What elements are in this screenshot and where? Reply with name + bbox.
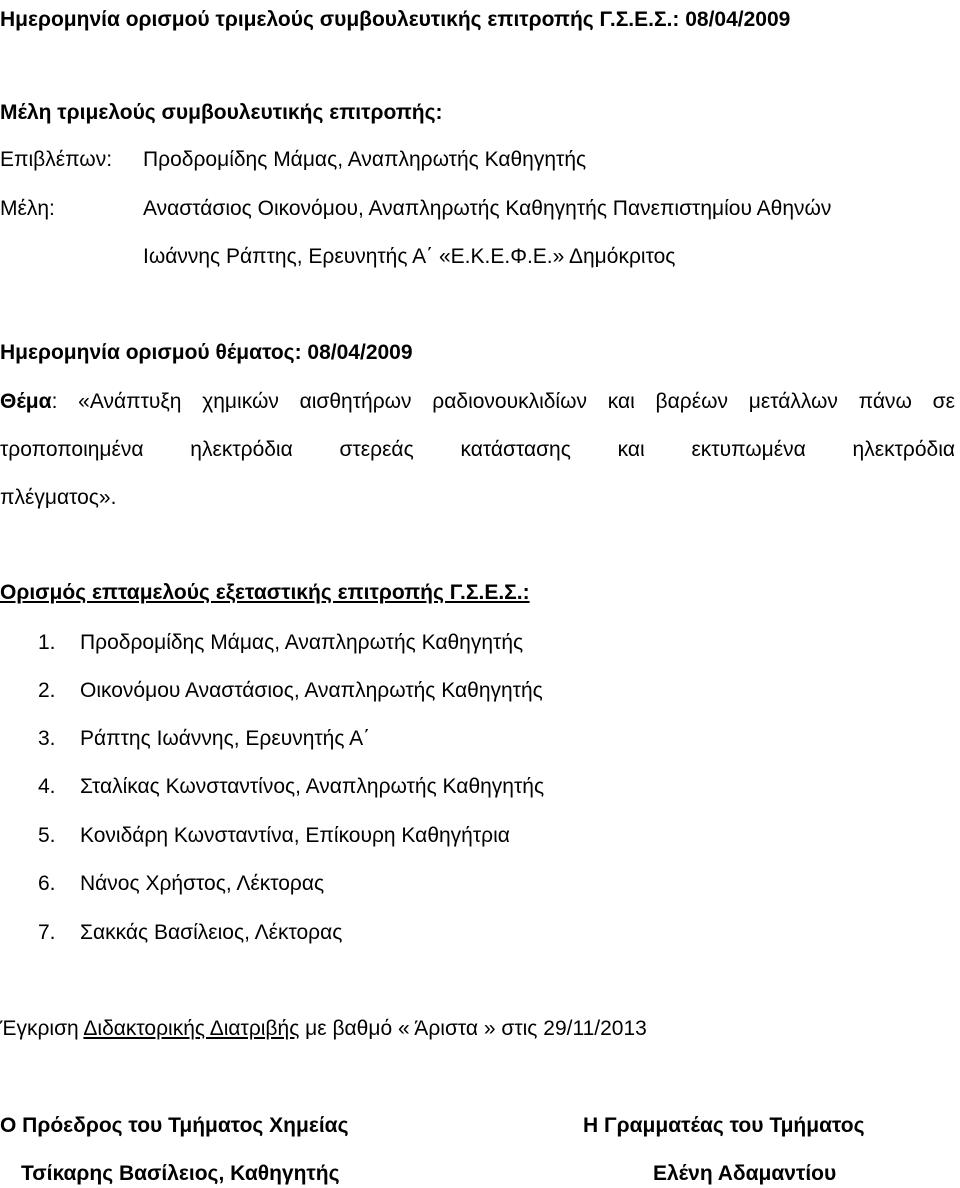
member-name: Ράπτης Ιωάννης, Ερευνητής Α΄ [80, 727, 371, 750]
topic-label: Θέμα [0, 390, 52, 413]
secretary-title: Η Γραμματέας του Τμήματος [583, 1114, 865, 1137]
examination-committee-title: Ορισμός επταμελούς εξεταστικής επιτροπής Γ.Σ.Ε.Σ.: [0, 581, 530, 604]
list-item: 5. Κονιδάρη Κωνσταντίνα, Επίκουρη Καθηγήτρια [38, 824, 510, 847]
list-item: 7. Σακκάς Βασίλειος, Λέκτορας [38, 921, 343, 944]
list-item: 6. Νάνος Χρήστος, Λέκτορας [38, 872, 325, 895]
supervisor-name: Προδρομίδης Μάμας, Αναπληρωτής Καθηγητής [143, 148, 587, 171]
topic-line-2: τροποποιημένα ηλεκτρόδια στερεάς κατάστασης και εκτυπωμένα ηλεκτρόδια [0, 438, 955, 461]
advisory-committee-date: Ημερομηνία ορισμού τριμελούς συμβουλευτικής επιτροπής Γ.Σ.Ε.Σ.: 08/04/2009 [0, 8, 791, 31]
member-name: Σταλίκας Κωνσταντίνος, Αναπληρωτής Καθηγητής [80, 775, 545, 798]
advisory-member: Ιωάννης Ράπτης, Ερευνητής Α΄ «Ε.Κ.Ε.Φ.Ε.» Δημόκριτος [143, 245, 676, 268]
approval-line: Έγκριση Διδακτορικής Διατριβής με βαθμό « Άριστα » στις 29/11/2013 [0, 1017, 647, 1040]
member-name: Οικονόμου Αναστάσιος, Αναπληρωτής Καθηγητής [80, 679, 543, 702]
topic-text: : «Ανάπτυξη χημικών αισθητήρων ραδιονουκλιδίων και βαρέων μετάλλων πάνω σε [51, 390, 955, 413]
chair-name: Τσίκαρης Βασίλειος, Καθηγητής [21, 1162, 340, 1185]
supervisor-label: Επιβλέπων: [0, 148, 113, 171]
topic-line-3: πλέγματος». [0, 486, 117, 509]
topic-line-1 [0, 389, 955, 415]
member-name: Σακκάς Βασίλειος, Λέκτορας [80, 921, 343, 944]
dissertation-label: Διδακτορικής Διατριβής [83, 1017, 300, 1040]
member-name: Κονιδάρη Κωνσταντίνα, Επίκουρη Καθηγήτρια [80, 824, 510, 847]
advisory-member: Αναστάσιος Οικονόμου, Αναπληρωτής Καθηγητής Πανεπιστημίου Αθηνών [143, 197, 832, 220]
member-name: Νάνος Χρήστος, Λέκτορας [80, 872, 325, 895]
list-item: 4. Σταλίκας Κωνσταντίνος, Αναπληρωτής Καθηγητής [38, 775, 545, 798]
list-item: 2. Οικονόμου Αναστάσιος, Αναπληρωτής Καθηγητής [38, 679, 543, 702]
topic-date: Ημερομηνία ορισμού θέματος: 08/04/2009 [0, 341, 413, 364]
list-item: 1. Προδρομίδης Μάμας, Αναπληρωτής Καθηγητής [38, 631, 524, 654]
member-name: Προδρομίδης Μάμας, Αναπληρωτής Καθηγητής [80, 631, 524, 654]
secretary-name: Ελένη Αδαμαντίου [653, 1162, 837, 1185]
advisory-committee-title: Μέλη τριμελούς συμβουλευτικής επιτροπής: [0, 101, 443, 124]
members-label: Μέλη: [0, 197, 55, 220]
chair-title: Ο Πρόεδρος του Τμήματος Χημείας [0, 1114, 349, 1137]
list-item: 3. Ράπτης Ιωάννης, Ερευνητής Α΄ [38, 727, 371, 750]
